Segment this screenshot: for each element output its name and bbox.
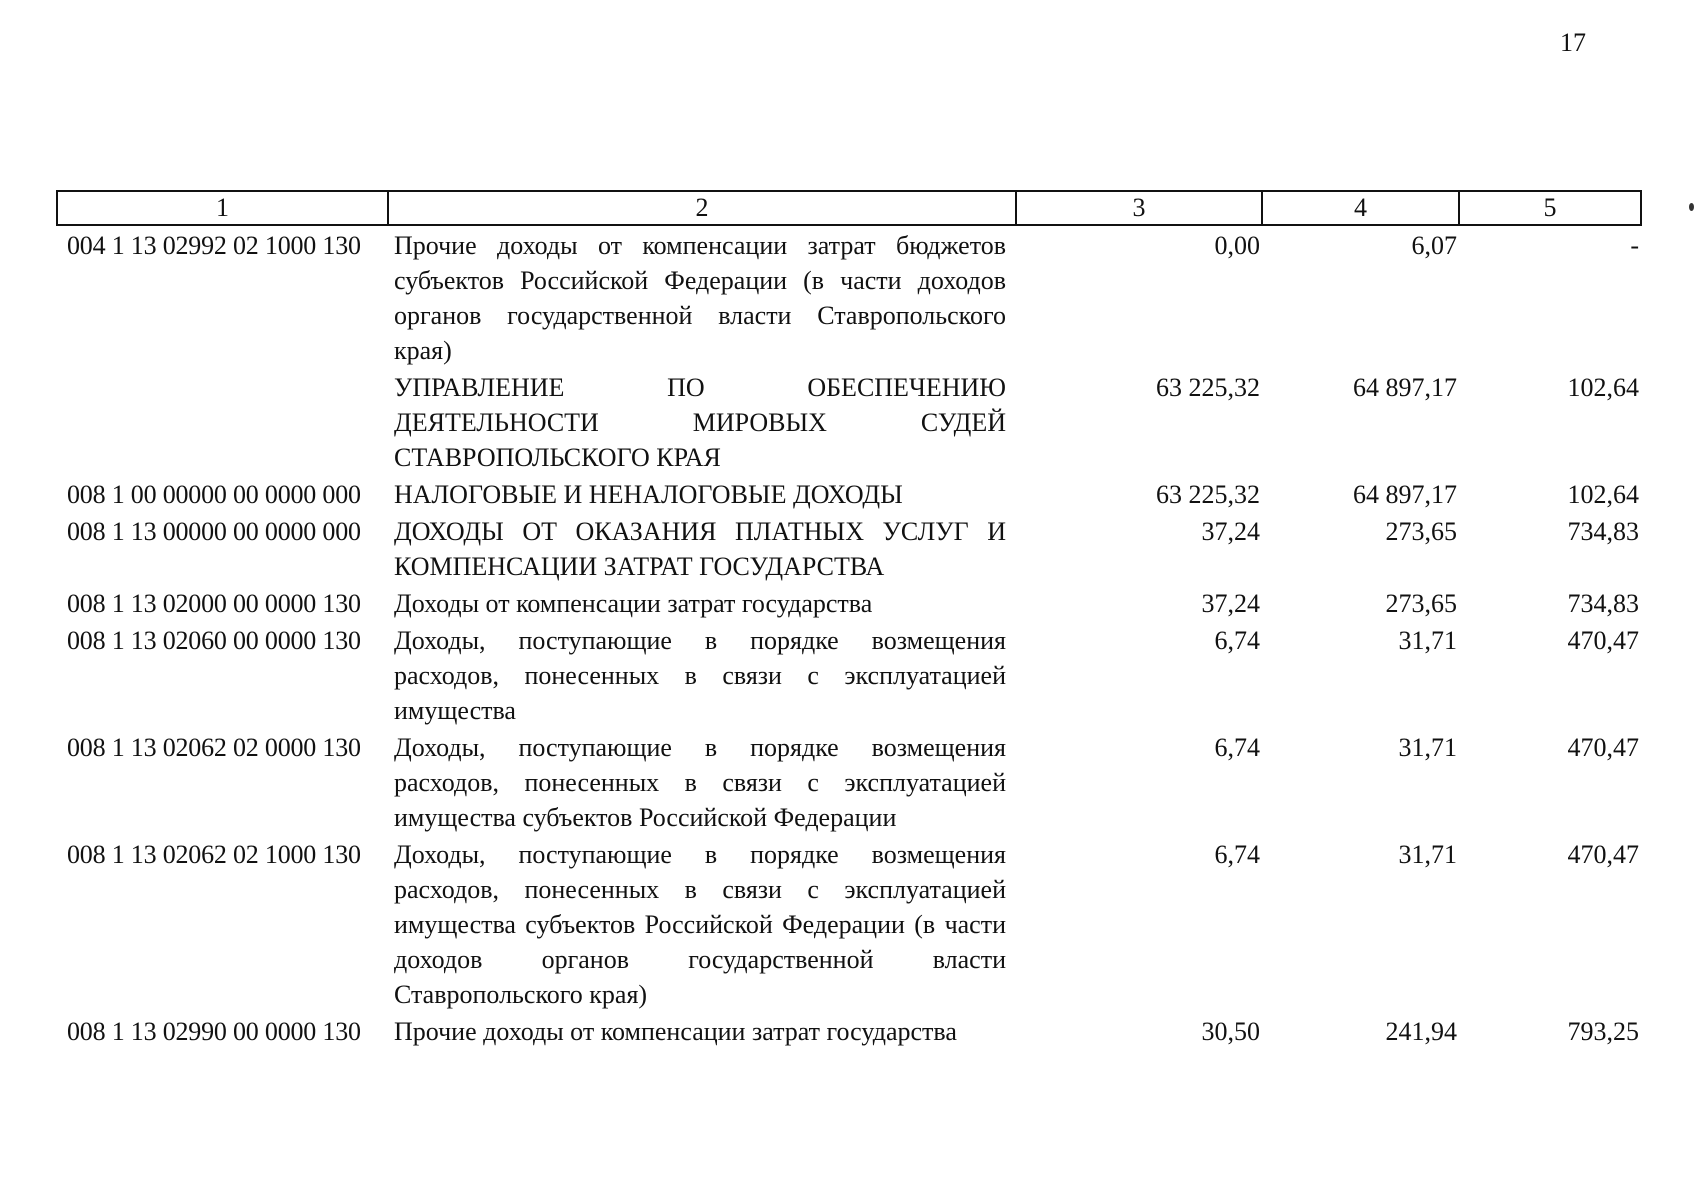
row-name: НАЛОГОВЫЕ И НЕНАЛОГОВЫЕ ДОХОДЫ	[394, 480, 903, 509]
row-code: 008 1 00 00000 00 0000 000	[67, 480, 361, 509]
table-row	[57, 621, 1641, 728]
row-col3: 6,74	[1214, 626, 1260, 655]
row-col3: 30,50	[1201, 1017, 1260, 1046]
row-col4: 273,65	[1385, 589, 1457, 618]
row-code: 008 1 13 02062 02 1000 130	[67, 840, 361, 869]
header-col-3: 3	[1016, 191, 1262, 225]
row-col4: 6,07	[1411, 231, 1457, 260]
revenue-table	[56, 190, 1642, 1049]
row-name: Прочие доходы от компенсации затрат государства	[394, 1017, 957, 1046]
row-code: 008 1 13 02060 00 0000 130	[67, 626, 361, 655]
row-name: Доходы, поступающие в порядке возмещения расходов, понесенных в связи с эксплуатацией имущества	[394, 626, 1006, 725]
scan-edge-mark	[1689, 203, 1694, 211]
row-name: Прочие доходы от компенсации затрат бюджетов субъектов Российской Федерации (в части доходов органов государственной власти Ставропольского края)	[394, 231, 1006, 365]
row-name: Доходы от компенсации затрат государства	[394, 589, 873, 618]
row-code: 008 1 13 02000 00 0000 130	[67, 589, 361, 618]
row-col3: 63 225,32	[1156, 373, 1260, 402]
table-header	[57, 191, 1641, 225]
row-col3: 6,74	[1214, 840, 1260, 869]
row-col5: 734,83	[1567, 517, 1639, 546]
row-col5: 734,83	[1567, 589, 1639, 618]
header-col-5: 5	[1459, 191, 1641, 225]
row-col5: 793,25	[1567, 1017, 1639, 1046]
row-code	[57, 368, 388, 475]
table-row	[57, 225, 1641, 368]
row-name: Доходы, поступающие в порядке возмещения расходов, понесенных в связи с эксплуатацией имущества субъектов Российской Федерации (в части доходов органов государственной власти Ставропольского края)	[394, 840, 1006, 1009]
row-name: УПРАВЛЕНИЕ ПО ОБЕСПЕЧЕНИЮ ДЕЯТЕЛЬНОСТИ МИРОВЫХ СУДЕЙ СТАВРОПОЛЬСКОГО КРАЯ	[394, 373, 1006, 472]
row-col4: 273,65	[1385, 517, 1457, 546]
row-col5: 470,47	[1567, 840, 1639, 869]
row-col4: 64 897,17	[1353, 373, 1457, 402]
row-code: 008 1 13 02990 00 0000 130	[67, 1017, 361, 1046]
table-row	[57, 512, 1641, 584]
table-row	[57, 584, 1641, 621]
table-row	[57, 475, 1641, 512]
row-col4: 64 897,17	[1353, 480, 1457, 509]
table-row	[57, 728, 1641, 835]
header-row	[57, 191, 1641, 225]
row-col3: 37,24	[1201, 589, 1260, 618]
row-col3: 0,00	[1214, 231, 1260, 260]
table-body	[57, 225, 1641, 1049]
row-col3: 6,74	[1214, 733, 1260, 762]
row-code: 008 1 13 00000 00 0000 000	[67, 517, 361, 546]
header-col-1: 1	[57, 191, 388, 225]
row-col5: 102,64	[1567, 480, 1639, 509]
row-col3: 37,24	[1201, 517, 1260, 546]
row-code: 004 1 13 02992 02 1000 130	[67, 231, 361, 260]
row-code: 008 1 13 02062 02 0000 130	[67, 733, 361, 762]
row-col5: -	[1630, 231, 1639, 260]
row-col4: 31,71	[1398, 626, 1457, 655]
table-row	[57, 835, 1641, 1012]
row-col5: 102,64	[1567, 373, 1639, 402]
row-name: ДОХОДЫ ОТ ОКАЗАНИЯ ПЛАТНЫХ УСЛУГ И КОМПЕНСАЦИИ ЗАТРАТ ГОСУДАРСТВА	[394, 517, 1006, 581]
row-col5: 470,47	[1567, 733, 1639, 762]
table-row	[57, 368, 1641, 475]
row-col4: 241,94	[1385, 1017, 1457, 1046]
header-col-2: 2	[388, 191, 1016, 225]
table-row	[57, 1012, 1641, 1049]
row-col4: 31,71	[1398, 733, 1457, 762]
header-col-4: 4	[1262, 191, 1459, 225]
row-col3: 63 225,32	[1156, 480, 1260, 509]
row-col4: 31,71	[1398, 840, 1457, 869]
row-col5: 470,47	[1567, 626, 1639, 655]
page-number: 17	[1560, 28, 1586, 57]
row-name: Доходы, поступающие в порядке возмещения расходов, понесенных в связи с эксплуатацией имущества субъектов Российской Федерации	[394, 733, 1006, 832]
